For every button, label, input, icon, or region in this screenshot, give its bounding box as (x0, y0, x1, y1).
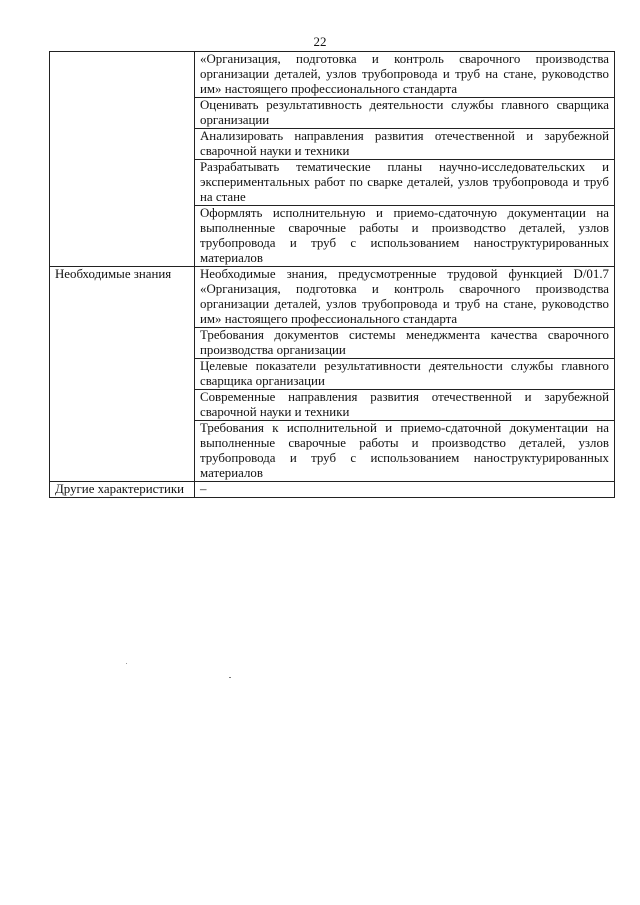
table-row (50, 267, 615, 328)
skill-item: Оформлять исполнительную и приемо-сдаточную документации на выполненные сварочные работы и производство деталей, узлов трубопровода и труб с использованием наноструктурированных материалов (195, 206, 615, 267)
skill-item: Анализировать направления развития отечественной и зарубежной сварочной науки и техники (195, 129, 615, 160)
requirements-table (49, 51, 615, 498)
knowledge-item: Требования документов системы менеджмента качества сварочного производства организации (195, 328, 615, 359)
knowledge-item: Необходимые знания, предусмотренные трудовой функцией D/01.7 «Организация, подготовка и контроль сварочного производства организации деталей, узлов трубопровода и труб на стане, руководство им» настоящего профессионального стандарта (195, 267, 615, 328)
other-characteristics-value: – (195, 482, 615, 498)
knowledge-item: Требования к исполнительной и приемо-сдаточной документации на выполненные сварочные работы и производство деталей, узлов трубопровода и труб с использованием наноструктурированных материалов (195, 421, 615, 482)
scan-speck (229, 677, 231, 678)
page-number: 22 (313, 34, 327, 49)
other-characteristics-label: Другие характеристики (50, 482, 195, 498)
knowledge-item: Современные направления развития отечественной и зарубежной сварочной науки и техники (195, 390, 615, 421)
skill-item: Оценивать результативность деятельности службы главного сварщика организации (195, 98, 615, 129)
table-row (50, 482, 615, 498)
skill-item: «Организация, подготовка и контроль сварочного производства организации деталей, узлов трубопровода и труб на стане, руководство им» настоящего профессионального стандарта (195, 52, 615, 98)
table-row (50, 52, 615, 98)
knowledge-label: Необходимые знания (50, 267, 195, 482)
scan-speck (126, 663, 127, 664)
knowledge-item: Целевые показатели результативности деятельности службы главного сварщика организации (195, 359, 615, 390)
skills-label-cell (50, 52, 195, 267)
skill-item: Разрабатывать тематические планы научно-исследовательских и экспериментальных работ по сварке деталей, узлов трубопровода и труб на стане (195, 160, 615, 206)
